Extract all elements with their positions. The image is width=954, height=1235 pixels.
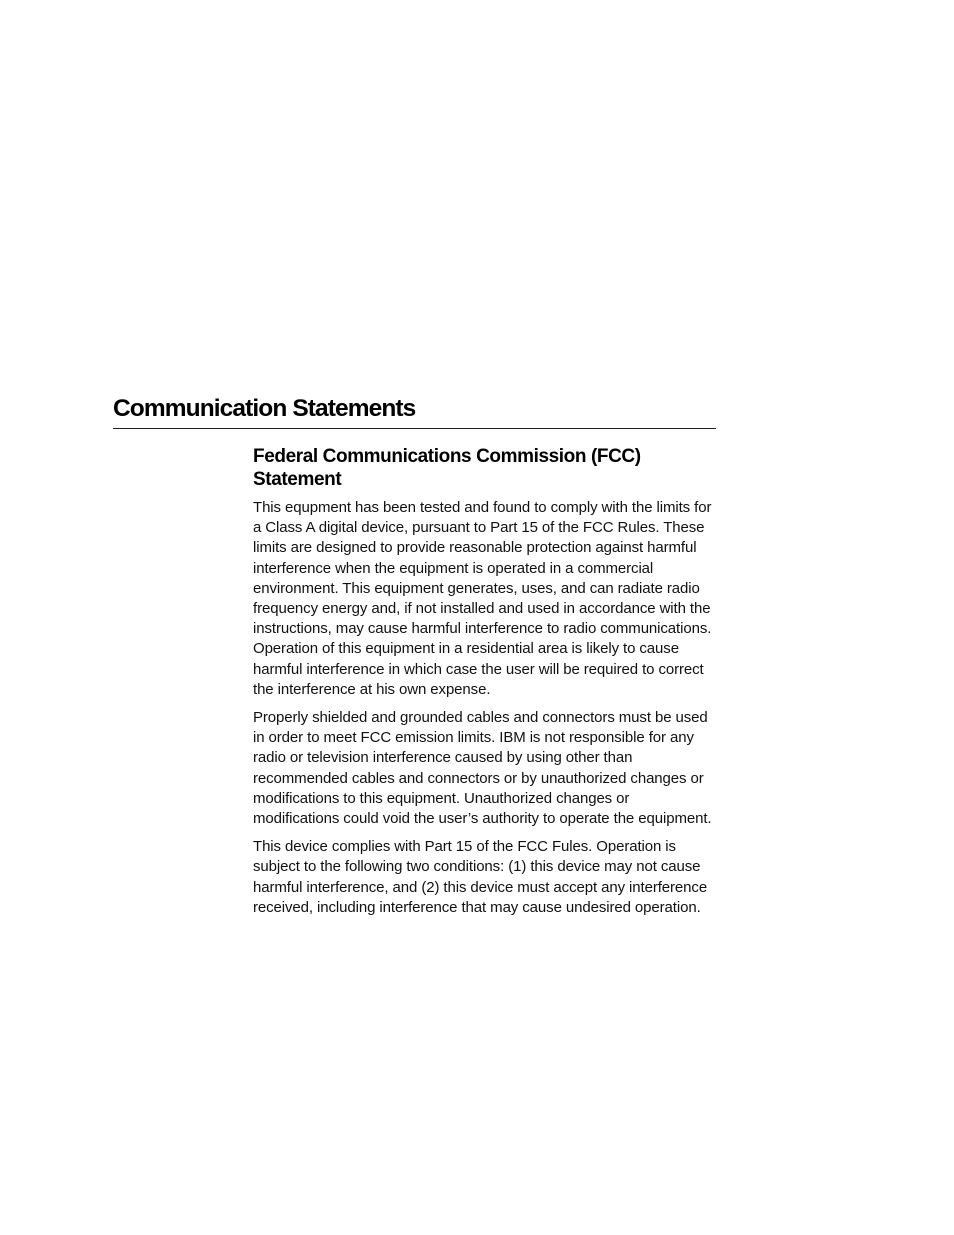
- section-heading: Federal Communications Commission (FCC) Statement: [253, 446, 641, 490]
- paragraph-conditions: This device complies with Part 15 of the FCC Fules. Operation is subject to the following two conditions: (1) this device may not cause harmful interference, and (2) this device must accept any interference received, including interference that may cause undesired operation.: [253, 838, 708, 916]
- title-divider: [113, 428, 716, 429]
- paragraph-compliance: This equpment has been tested and found to comply with the limits for a Class A digital device, pursuant to Part 15 of the FCC Rules. These limits are designed to provide reasonable protection against harmful interference when the equipment is operated in a commercial environment. This equipment generates, uses, and can radiate radio frequency energy and, if not installed and used in accordance with the instructions, may cause harmful interference to radio communications. Operation of this equipment in a residential area is likely to cause harmful interference in which case the user will be required to correct the interference at his own expense.: [253, 499, 712, 698]
- fcc-section: [253, 445, 719, 926]
- paragraph-cables: Properly shielded and grounded cables and connectors must be used in order to meet FCC emission limits. IBM is not responsible for any radio or television interference caused by using other than recommended cables and connectors or by unauthorized changes or modifications to this equipment. Unauthorized changes or modifications could void the user’s authority to operate the equipment.: [253, 709, 712, 828]
- page-title: Communication Statements: [113, 395, 416, 422]
